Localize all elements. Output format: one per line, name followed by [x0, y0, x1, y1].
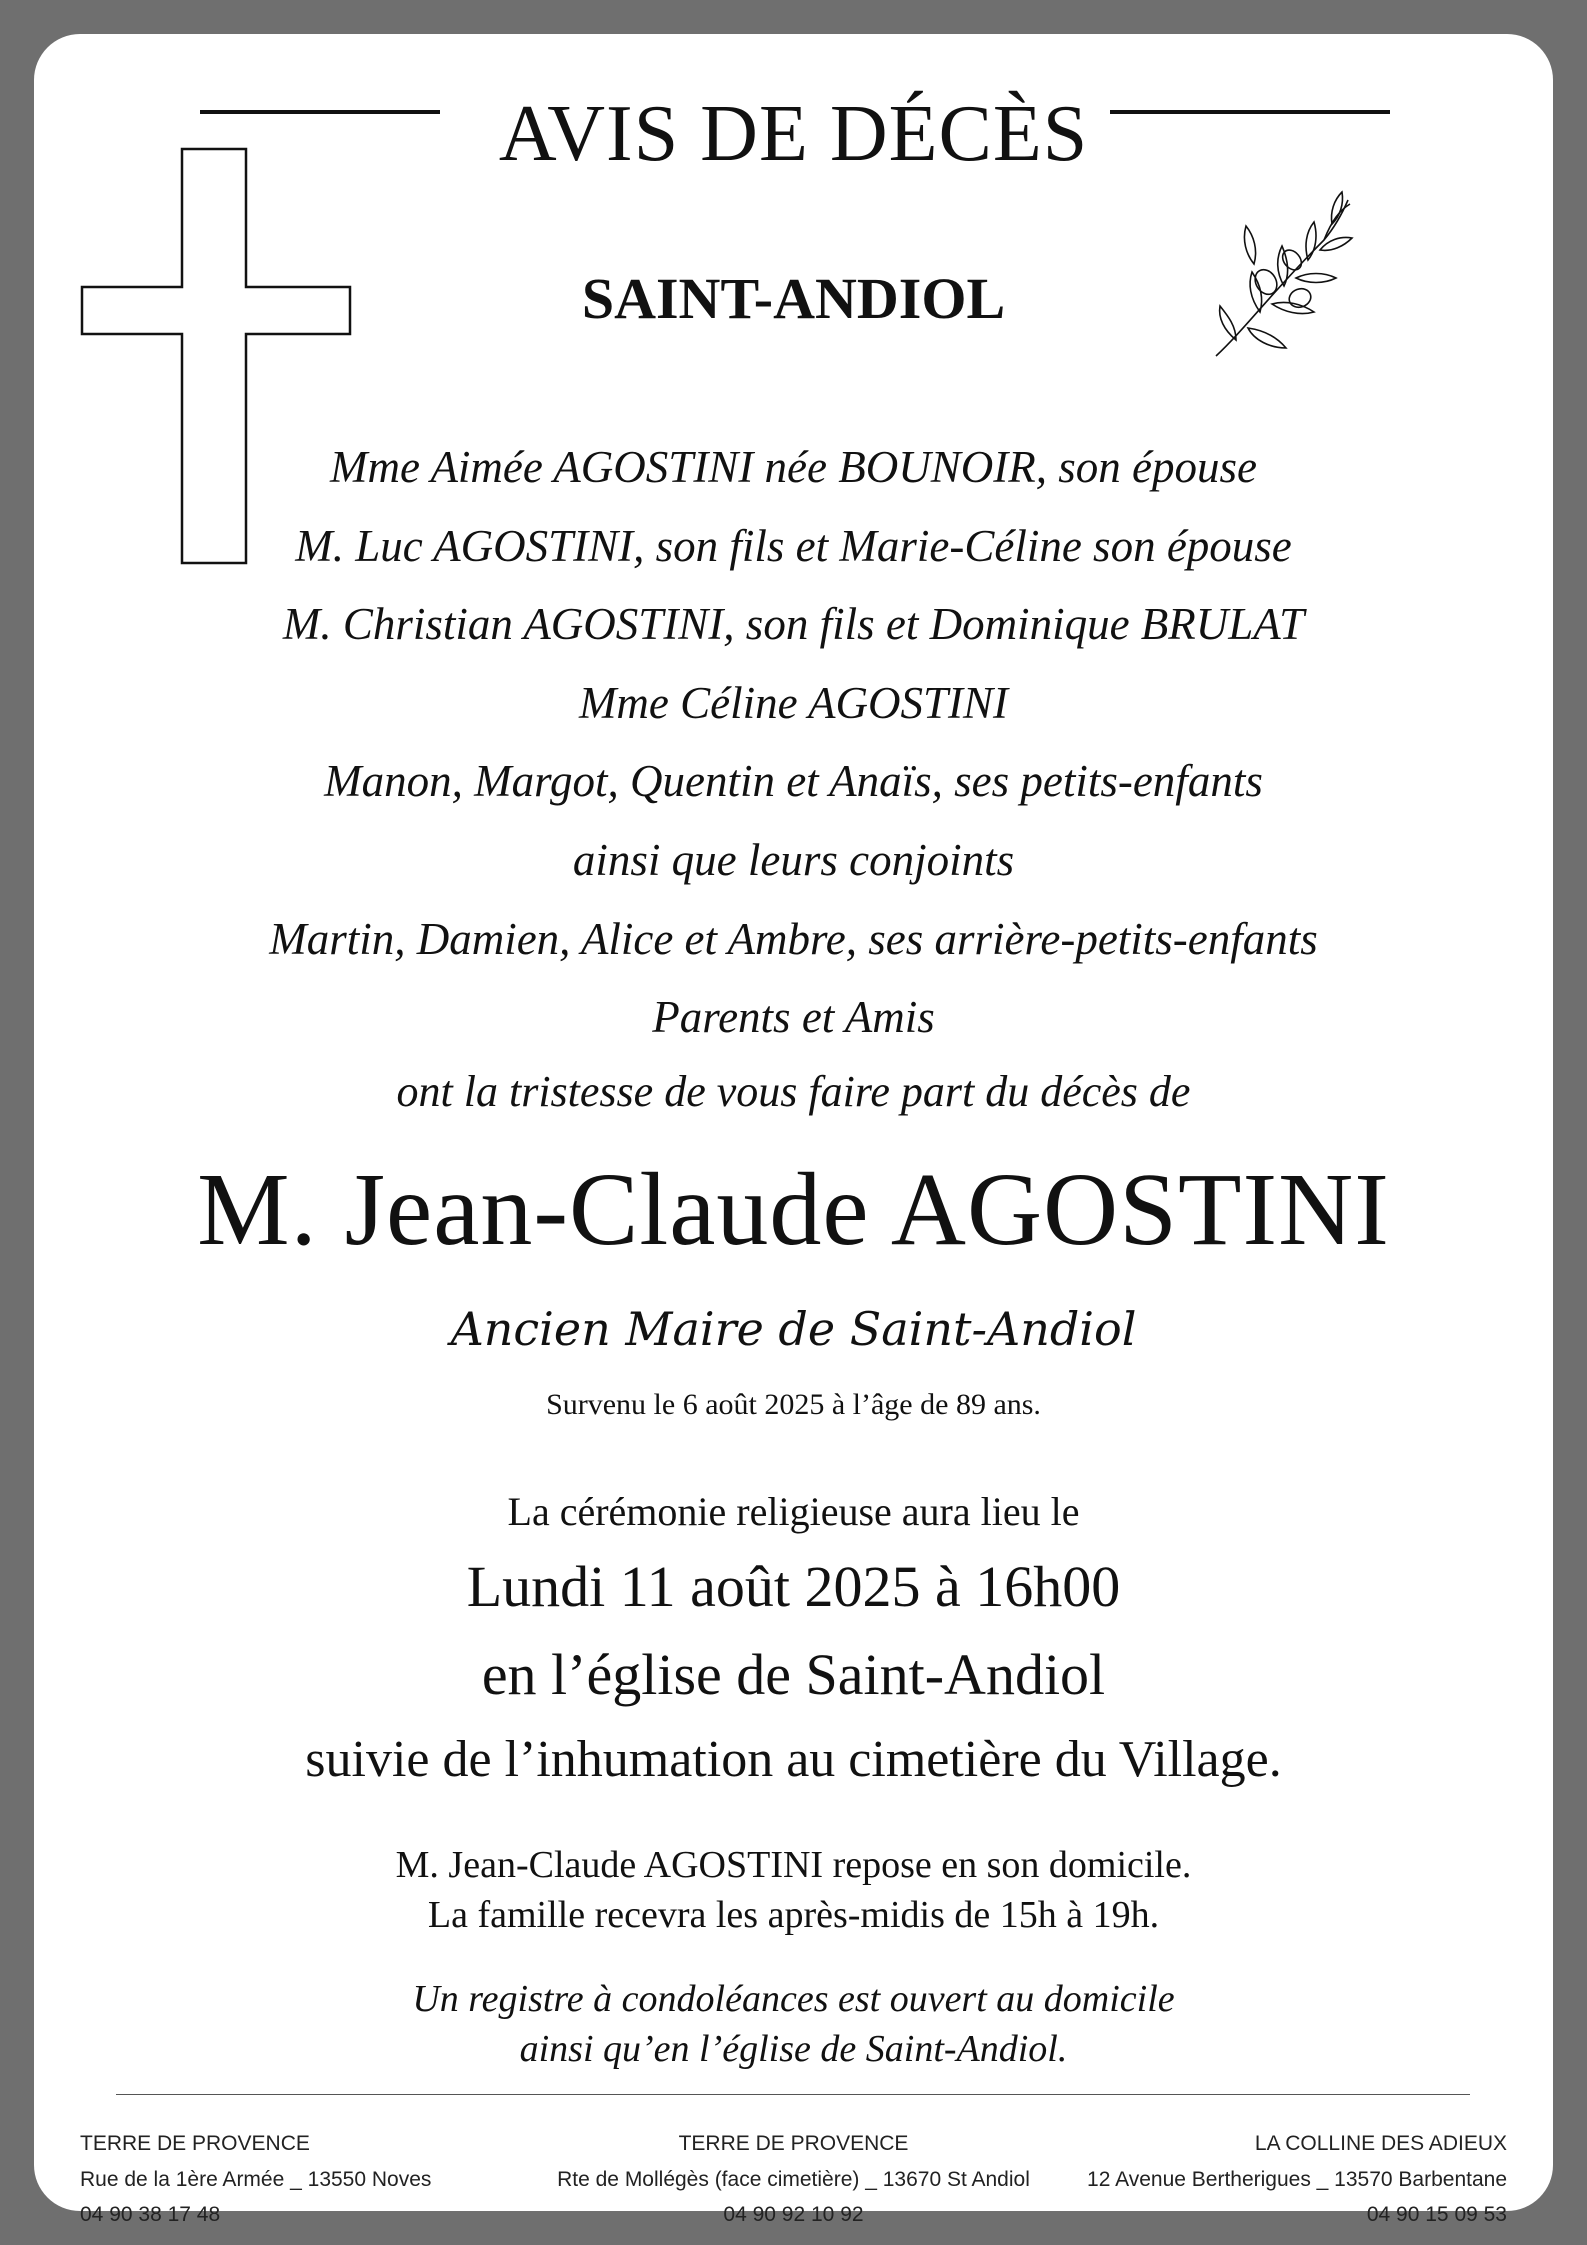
family-line: M. Luc AGOSTINI, son fils et Marie-Céline son épouse [295, 520, 1292, 571]
agency-name: TERRE DE PROVENCE [678, 2132, 909, 2155]
notice-title: AVIS DE DÉCÈS [498, 90, 1089, 178]
agency-address: Rte de Mollégès (face cimetière) _ 13670 St Andiol [557, 2167, 1030, 2191]
burial-line: suivie de l’inhumation au cimetière du Village. [305, 1731, 1282, 1788]
olive-branch-icon [1214, 180, 1354, 360]
ceremony-intro: La cérémonie religieuse aura lieu le [507, 1489, 1080, 1534]
footer-divider [116, 2094, 1470, 2095]
agency-address: Rue de la 1ère Armée _ 13550 Noves [80, 2167, 432, 2191]
agency-phone: 04 90 92 10 92 [723, 2203, 864, 2226]
notice-card [34, 34, 1553, 2226]
agency-address: 12 Avenue Bertherigues _ 13570 Barbentane [1087, 2167, 1507, 2191]
family-line: Martin, Damien, Alice et Ambre, ses arrière-petits-enfants [269, 913, 1318, 964]
agency-name: TERRE DE PROVENCE [80, 2132, 310, 2155]
ceremony-date: Lundi 11 août 2025 à 16h00 [466, 1554, 1121, 1619]
family-line: Parents et Amis [652, 992, 935, 1043]
ceremony-place: en l’église de Saint-Andiol [481, 1642, 1106, 1707]
agency-phone: 04 90 15 09 53 [1366, 2203, 1507, 2226]
footer-agency-3 [1087, 2126, 1507, 2233]
deceased-title: Ancien Maire de Saint-Andiol [450, 1302, 1137, 1356]
family-list [34, 428, 1553, 1057]
register-line-2: ainsi qu’en l’église de Saint-Andiol. [519, 2028, 1068, 2070]
town-name: SAINT-ANDIOL [581, 266, 1006, 331]
rest-line-1: M. Jean-Claude AGOSTINI repose en son domicile. [395, 1844, 1192, 1886]
deceased-name: M. Jean-Claude AGOSTINI [197, 1152, 1390, 1267]
rest-line-2: La famille recevra les après-midis de 15h à 19h. [427, 1894, 1160, 1936]
family-line: ainsi que leurs conjoints [572, 834, 1015, 885]
register-line-1: Un registre à condoléances est ouvert au domicile [412, 1978, 1175, 2020]
family-line: Mme Céline AGOSTINI [578, 677, 1009, 728]
announcement-intro: ont la tristesse de vous faire part du décès de [396, 1067, 1191, 1116]
family-line: M. Christian AGOSTINI, son fils et Dominique BRULAT [282, 599, 1305, 650]
family-line: Mme Aimée AGOSTINI née BOUNOIR, son épouse [330, 442, 1257, 492]
agency-phone: 04 90 38 17 48 [80, 2203, 221, 2226]
family-line: Manon, Margot, Quentin et Anaïs, ses petits-enfants [324, 756, 1263, 807]
death-date-line: Survenu le 6 août 2025 à l’âge de 89 ans. [546, 1388, 1041, 1421]
agency-name: LA COLLINE DES ADIEUX [1254, 2132, 1507, 2155]
